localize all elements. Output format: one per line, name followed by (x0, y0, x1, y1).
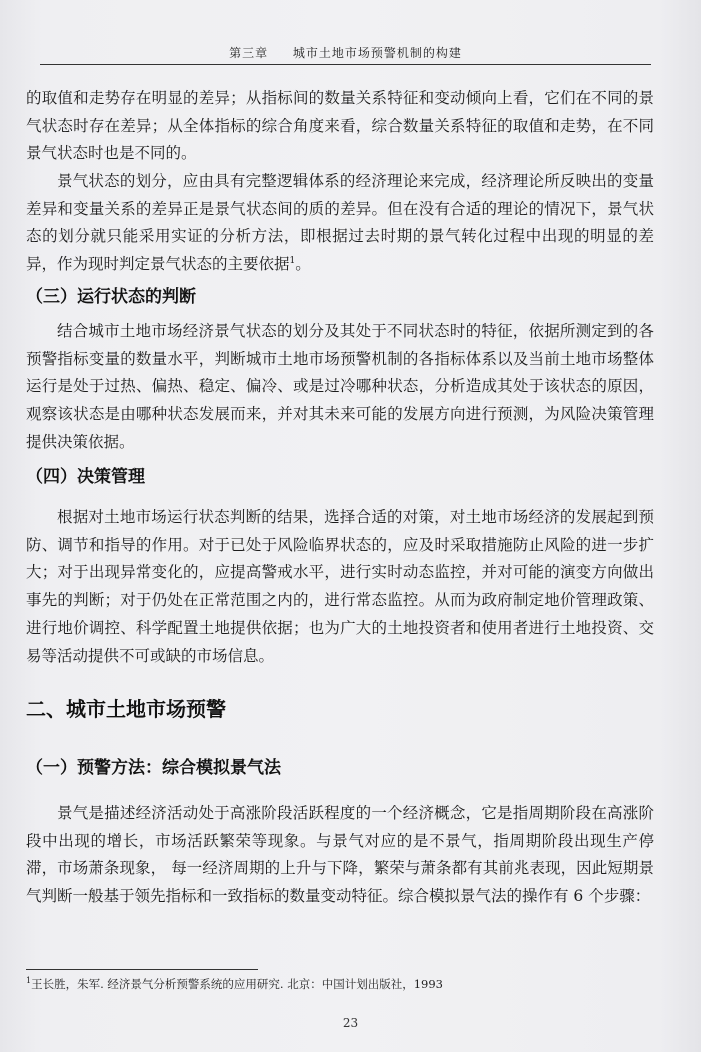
paragraph-2 (26, 168, 654, 279)
footnote-ref: 1 (289, 255, 296, 266)
paragraph-2-end: 。 (295, 255, 311, 274)
header-title: 城市土地市场预警机制的构建 (292, 46, 462, 60)
paragraph-3: 结合城市土地市场经济景气状态的划分及其处于不同状态时的特征，依据所测定到的各预警指标变量的数量水平，判断城市土地市场预警机制的各指标体系以及当前土地市场整体运行是处于过热、偏热、稳定、偏冷、或是过冷哪种状态，分析造成其处于该状态的原因，观察该状态是由哪种状态发展而来，并对其未来可能的发展方向进行预测，为风险决策管理提供决策依据。 (26, 322, 654, 451)
header-chapter: 第三章 (229, 46, 269, 60)
footnote-text: 王长胜，朱军. 经济景气分析预警系统的应用研究. 北京：中国计划出版社，1993 (31, 977, 443, 991)
running-header (40, 44, 651, 61)
footnote (26, 976, 443, 992)
footnote-mark: 1 (26, 976, 32, 986)
paragraph-5: 景气是描述经济活动处于高涨阶段活跃程度的一个经济概念，它是指周期阶段在高涨阶段中出现的增长，市场活跃繁荣等现象。与景气对应的是不景气，指周期阶段出现生产停滞，市场萧条现象， 每一经济周期的上升与下降，繁荣与萧条都有其前兆表现，因此短期景气判断一般基于领先指标和一致指标的数量变动特征。综合模拟景气法的操作有 6 个步骤： (26, 804, 654, 906)
header-rule (40, 64, 651, 65)
footnote-rule (26, 969, 258, 970)
paragraph-1: 的取值和走势存在明显的差异；从指标间的数量关系特征和变动倾向上看，它们在不同的景气状态时存在差异；从全体指标的综合角度来看，综合数量关系特征的取值和走势，在不同景气状态时也是不同的。 (26, 89, 654, 163)
heading-method: （一）预警方法：综合模拟景气法 (26, 758, 281, 778)
page-number: 23 (342, 1016, 359, 1030)
heading-running-state: （三）运行状态的判断 (26, 287, 196, 307)
heading-decision: （四）决策管理 (26, 467, 145, 487)
heading-section-2: 二、城市土地市场预警 (26, 697, 226, 721)
paragraph-4: 根据对土地市场运行状态判断的结果，选择合适的对策，对土地市场经济的发展起到预防、调节和指导的作用。对于已处于风险临界状态的，应及时采取措施防止风险的进一步扩大；对于出现异常变化的，应提高警戒水平，进行实时动态监控，并对可能的演变方向做出事先的判断；对于仍处在正常范围之内的，进行常态监控。从而为政府制定地价管理政策、进行地价调控、科学配置土地提供依据；也为广大的土地投资者和使用者进行土地投资、交易等活动提供不可或缺的市场信息。 (26, 508, 654, 665)
paragraph-2-text: 景气状态的划分，应由具有完整逻辑体系的经济理论来完成，经济理论所反映出的变量差异和变量关系的差异正是景气状态间的质的差异。但在没有合适的理论的情况下，景气状态的划分就只能采用实证的分析方法，即根据过去时期的景气转化过程中出现的明显的差异，作为现时判定景气状态的主要依据 (26, 172, 654, 274)
